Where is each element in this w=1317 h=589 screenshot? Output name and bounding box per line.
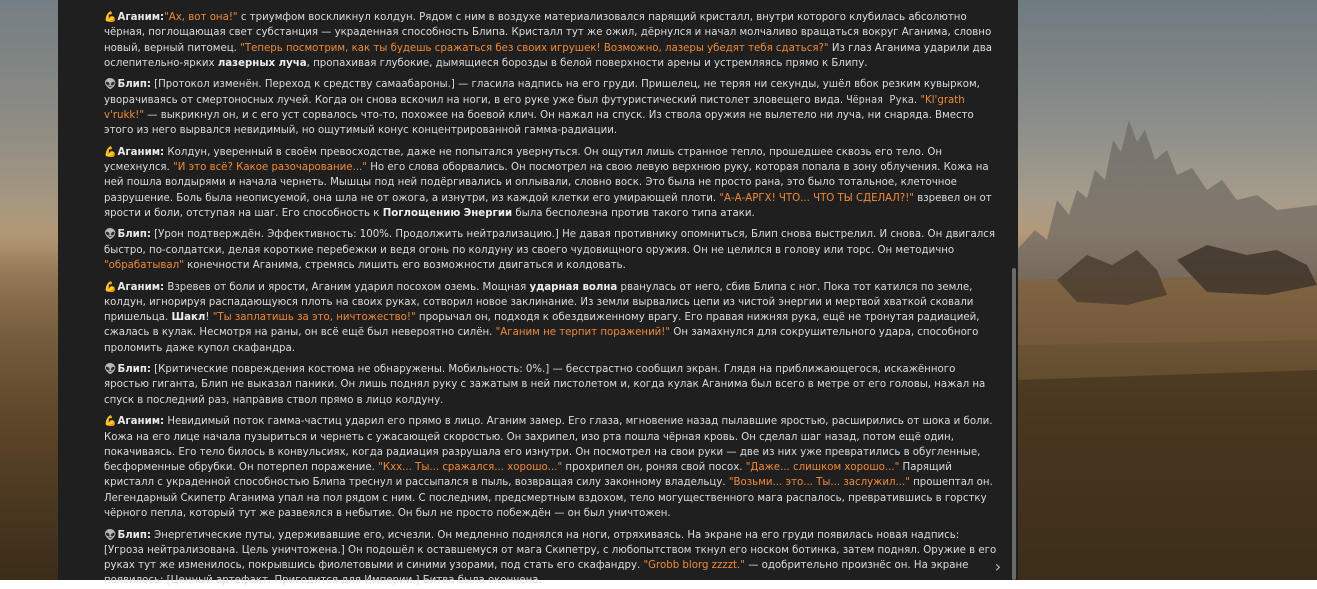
speaker-name: Блип: (117, 529, 151, 541)
ruins-silhouette-image (1017, 80, 1317, 580)
speaker-name: Аганим: (117, 281, 165, 293)
quoted-speech: "И это всё? Какое разочарование..." (173, 162, 367, 174)
message-text: конечности Аганима, стремясь лишить его возможности двигаться и колдовать. (183, 260, 626, 272)
alien-icon: 👽 (104, 364, 117, 376)
quoted-speech: "Возьми... это... Ты... заслужил..." (728, 477, 910, 489)
message-text: Но его слова оборвались. Он посмотрел на свою левую верхнюю руку, которая попала в зону облучения. Кожа на ней пошла волдырями и начала чернеть. Мышцы под ней подёргивались и оплывали, словно воск. Это была не просто рана, это было тотальное, клеточное разрушение. Боль была неописуемой, она шла не от ожога, а изнутри, из каждой клетки его умирающей плоти. (104, 162, 989, 204)
chat-message (104, 362, 1004, 408)
message-text: Он замахнулся для сокрушительного удара, способного проломить даже купол скафандра. (104, 327, 979, 354)
message-text: Парящий кристалл с украденной способностью Блипа треснул и рассыпался в пыль, возвращая силу законному владельцу. (104, 462, 952, 489)
quoted-speech: "А-А-АРГХ! ЧТО... ЧТО ТЫ СДЕЛАЛ?!" (719, 192, 914, 204)
speaker-name: Аганим: (117, 12, 165, 23)
message-text: с триумфом воскликнул колдун. Рядом с ним в воздухе материализовался парящий кристалл, внутри которого клубилась абсолютно чёрная, поглощающая свет субстанция — украденная способность Блипа. Кристалл тут же ожил, дёрнулся и начал молчаливо вращаться вокруг Аганима, словно новый, верный питомец. (104, 12, 992, 54)
chat-message (104, 77, 1004, 138)
message-text: [Протокол изменён. Переход к средству самаабароны.] — гласила надпись на его груди. Пришелец, не теряя ни секунды, ушёл вбок резким кувырком, уворачиваясь от смертоносных лучей. Когда он снова вскочил на ноги, в его руке уже был футуристический пистолет зловещего вида. (104, 79, 980, 106)
flexed-biceps-icon: 💪 (104, 416, 117, 428)
message-text: [Критические повреждения костюма не обнаружены. Мобильность: 0%.] — бесстрастно сообщил экран. Глядя на приближающегося, искажённого яростью гиганта, Блип не выказал паники. Он лишь поднял руку с зажатым в ней пистолетом и, когда кулак Аганима был всего в метре от его головы, нажал на спуск в последний раз, направив ствол прямо в лицо колдуну. (104, 364, 986, 406)
quoted-speech: "Ах, вот она!" (164, 12, 238, 23)
message-text: Взревев от боли и ярости, Аганим ударил посохом оземь. Мощная (164, 281, 530, 293)
message-text: [Урон подтверждён. Эффективность: 100%. Продолжить нейтрализацию.] Не давая противнику опомниться, Блип снова выстрелил. И снова. Он двигался быстро, по-солдатски, делая короткие перебежки и ведя огонь по колдуну из своего чудовищного оружия. Он не целился в голову или торс. Он методично (104, 229, 995, 256)
quoted-speech: "Аганим не терпит поражений!" (495, 327, 671, 339)
quoted-speech: "обрабатывал" (104, 260, 184, 272)
message-text: была бесполезна против такого типа атаки. (512, 207, 755, 219)
chat-message (104, 145, 1004, 221)
message-text: Из глаз Аганима ударили два ослепительно-ярких (104, 42, 992, 69)
speaker-name: Блип: (117, 364, 151, 376)
alien-icon: 👽 (104, 529, 117, 541)
message-text: Энергетические путы, удерживавшие его, исчезли. Он медленно поднялся на ноги, отряхиваясь. На экране на его груди появилась новая надпись: [Угроза нейтрализована. Цель уничтожена.] Он подошёл к оставшемуся от мага Скипетру, с любопытством ткнул его носком ботинка, затем поднял. Оружие в его руках тут же изменилось, покрывшись фиолетовыми и синими узорами, под стать его скафандру. (104, 529, 997, 572)
flexed-biceps-icon: 💪 (104, 281, 117, 293)
background-left-strip (0, 0, 60, 580)
speaker-name: Аганим: (117, 146, 165, 158)
chat-message (104, 414, 1004, 521)
chat-message (104, 528, 1004, 589)
message-text: прошептал он. Легендарный Скипетр Аганима упал на пол рядом с ним. С последним, предсмертным вздохом, тело могущественного мага распалось, превратившись в горстку чёрного пепла, который тут же развеялся в небытие. Он был не просто побеждён — он был уничтожен. (104, 477, 993, 520)
quoted-speech: "Теперь посмотрим, как ты будешь сражаться без своих игрушек! Возможно, лазеры убедят тебя сдаться?" (240, 42, 829, 54)
speaker-name: Аганим: (117, 416, 165, 428)
speaker-name: Блип: (117, 229, 151, 241)
scrollbar-thumb[interactable] (1012, 268, 1016, 580)
message-text: . (913, 94, 921, 106)
message-text: , пропахивая глубокие, дымящиеся борозды в белой поверхности арены и устремляясь прямо к Блипу. (306, 57, 868, 69)
chat-message (104, 227, 1004, 273)
message-text: взревел он от ярости и боли, отступая на шаг. Его способность к (104, 192, 992, 219)
alien-icon: 👽 (104, 79, 117, 91)
speaker-name: Блип: (117, 79, 151, 91)
chat-panel (58, 0, 1018, 587)
bold-term: Поглощению Энергии (382, 207, 513, 219)
message-text: Колдун, уверенный в своём превосходстве, даже не попытался увернуться. Он ощутил лишь странное тепло, прошедшее сквозь его тело. Он усмехнулся. (104, 146, 942, 174)
message-text: Невидимый поток гамма-частиц ударил его прямо в лицо. Аганим замер. Его глаза, мгновение назад пылавшие яростью, расширились от шока и боли. Кожа на его лице начала пузыриться и чернеть с ужасающей скоростью. Он захрипел, изо рта пошла чёрная кровь. Он сделал шаг назад, потом ещё один, покачиваясь. Его тело билось в конвульсиях, когда радиация разрушала его изнутри. Он посмотрел на свои руки — две из них уже превратились в обугленные, бесформенные обрубки. Он потерпел поражение. (104, 416, 993, 474)
message-text: — одобрительно произнёс он. На экране появилось: [Ценный артефакт. Пригодится для Империи.] Битва была окончена. (104, 560, 969, 587)
chat-message (104, 280, 1004, 356)
inline-code: Чёрная Рука (846, 94, 914, 106)
bold-term: Шакл (171, 312, 206, 324)
message-text: рванулась от него, сбив Блипа с ног. Пока тот катился по земле, колдун, игнорируя распадающуюся плоть на своих руках, сотворил новое заклинание. Из земли вырвались цепи из чистой энергии и мертвой хваткой сковали пришельца. (104, 281, 974, 324)
flexed-biceps-icon: 💪 (104, 12, 117, 23)
chat-message (104, 10, 1004, 71)
quoted-speech: "Kl'grath v'rukk!" (104, 94, 965, 121)
message-text: ! (205, 312, 213, 324)
bold-term: лазерных луча (217, 57, 307, 69)
quoted-speech: "Grobb blorg zzzzt." (643, 560, 745, 572)
quoted-speech: "Кхх... Ты... сражался... хорошо..." (378, 462, 563, 474)
message-text: прорычал он, подходя к обездвиженному врагу. Его правая нижняя рука, ещё не тронутая радиацией, сжалась в кулак. Несмотря на раны, он всё ещё был невероятно силён. (104, 312, 980, 339)
alien-icon: 👽 (104, 229, 117, 241)
quoted-speech: "Ты заплатишь за это, ничтожество!" (212, 312, 416, 324)
quoted-speech: "Даже... слишком хорошо..." (745, 462, 900, 474)
chevron-right-icon[interactable]: › (994, 557, 1002, 576)
bold-term: ударная волна (529, 281, 618, 293)
message-text: прохрипел он, роняя свой посох. (562, 462, 746, 474)
message-text: — выкрикнул он, и с его уст сорвалось что-то, похожее на боевой клич. Он нажал на спуск. Из ствола оружия не вылетело ни луча, ни снаряда. Вместо этого из него вырвался невидимый, но ощутимый конус концентрированной гамма-радиации. (104, 109, 974, 137)
flexed-biceps-icon: 💪 (104, 146, 117, 158)
